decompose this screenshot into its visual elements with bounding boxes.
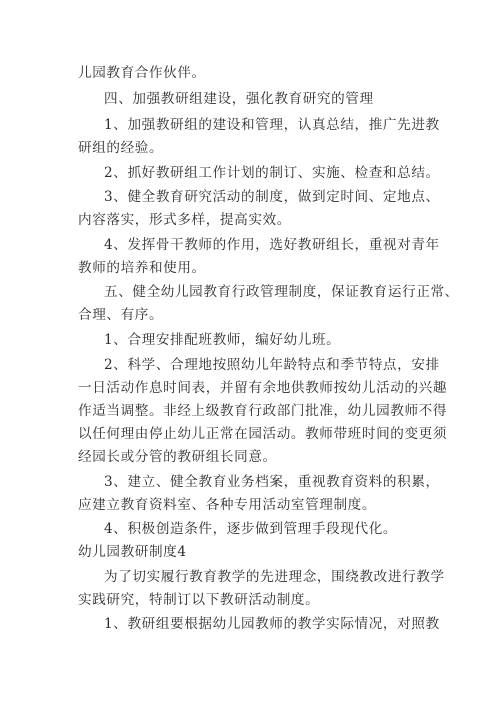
text-line: 1、加强教研组的建设和管理，认真总结，推广先进教 (104, 117, 440, 133)
text-line: 应建立教育资料室、各种专用活动室管理制度。 (78, 497, 377, 513)
text-line: 研组的经验。 (78, 140, 164, 156)
text-line: 内容落实，形式多样，提高实效。 (78, 212, 291, 228)
text-line: 作适当调整。非经上级教育行政部门批准，幼儿园教师不得 (78, 403, 448, 419)
text-line: 3、建立、健全教育业务档案，重视教育资料的积累， (104, 474, 440, 490)
text-line: 4、积极创造条件，逐步做到管理手段现代化。 (104, 521, 398, 537)
section-title: 幼儿园教研制度4 (78, 544, 187, 560)
text-line: 1、教研组要根据幼儿园教师的教学实际情况，对照教 (104, 616, 440, 632)
section-heading: 五、健全幼儿园教育行政管理制度，保证教育运行正常、 (104, 284, 459, 300)
section-heading: 四、加强教研组建设，强化教育研究的管理 (104, 91, 374, 107)
text-line: 4、发挥骨干教师的作用，选好教研组长，重视对青年 (104, 237, 440, 253)
text-line: 教师的培养和使用。 (78, 260, 206, 276)
text-line: 儿园教育合作伙伴。 (78, 65, 206, 81)
text-line: 经园长或分管的教研组长同意。 (78, 449, 277, 465)
text-line: 以任何理由停止幼儿正常在园活动。教师带班时间的变更须 (78, 426, 448, 442)
text-line: 1、合理安排配班教师，编好幼儿班。 (104, 332, 341, 348)
text-line: 合理、有序。 (78, 307, 164, 323)
text-line: 2、抓好教研组工作计划的制订、实施、检查和总结。 (104, 165, 440, 181)
text-line: 实践研究，特制订以下教研活动制度。 (78, 592, 320, 608)
text-line: 为了切实履行教育教学的先进理念，围绕教改进行教学 (104, 569, 445, 585)
text-line: 3、健全教育研究活动的制度，做到定时间、定地点、 (104, 189, 440, 205)
text-line: 2、科学、合理地按照幼儿年龄特点和季节特点，安排 (104, 357, 440, 373)
text-line: 一日活动作息时间表，并留有余地供教师按幼儿活动的兴趣 (78, 380, 448, 396)
